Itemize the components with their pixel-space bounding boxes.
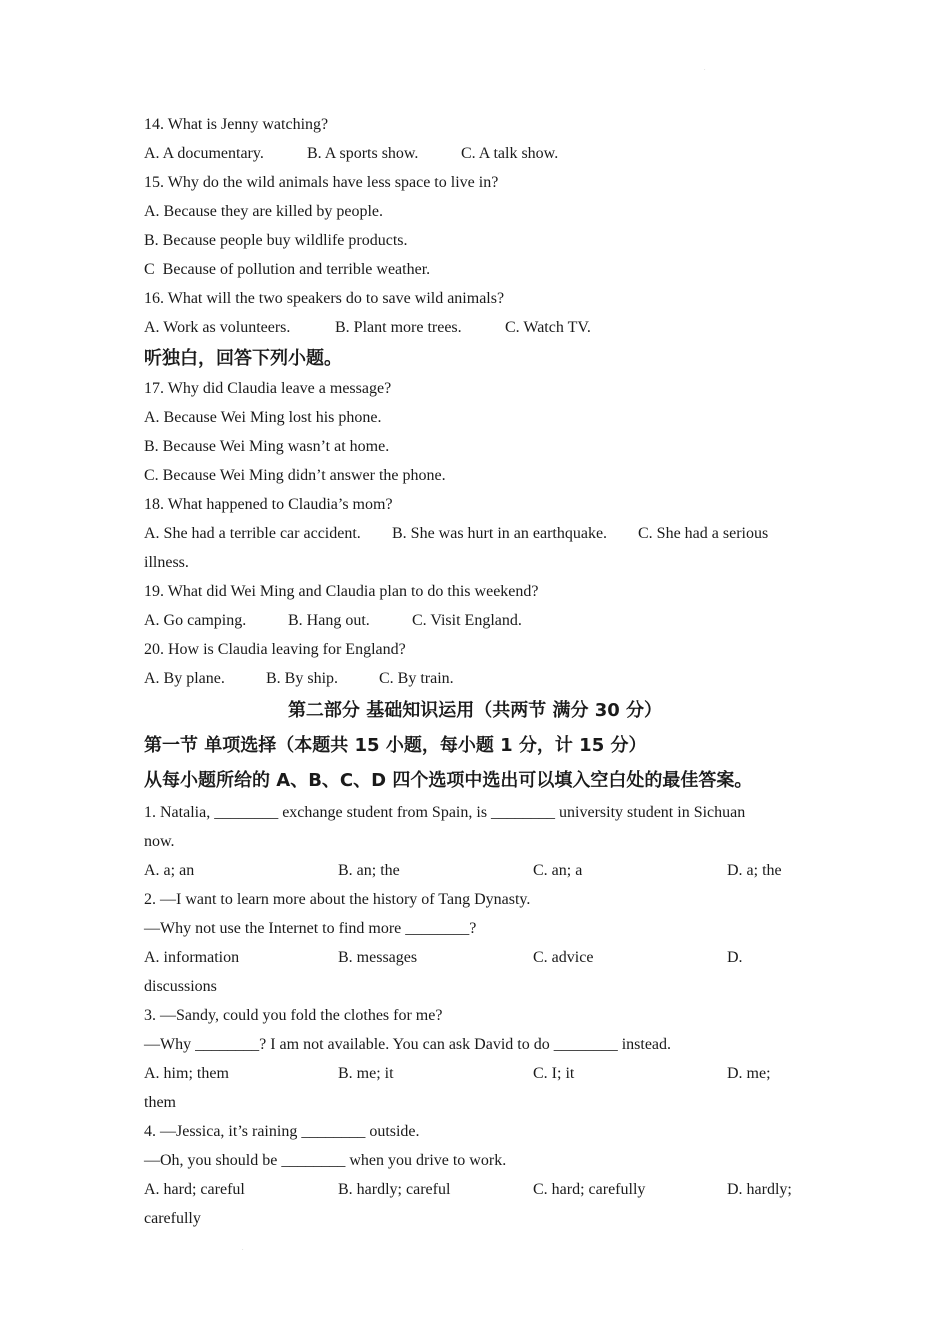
option-19-a: A. Go camping.: [144, 612, 247, 629]
question-14: 14. What is Jenny watching?: [144, 116, 329, 133]
option-17-b: B. Because Wei Ming wasn’t at home.: [144, 438, 390, 455]
question-18: 18. What happened to Claudia’s mom?: [144, 496, 393, 513]
option-19-b: B. Hang out.: [288, 612, 370, 629]
option-15-b: B. Because people buy wildlife products.: [144, 232, 408, 249]
question-17: 17. Why did Claudia leave a message?: [144, 380, 392, 397]
question-16: 16. What will the two speakers do to save wild animals?: [144, 290, 505, 307]
section1-heading: 第一节 单项选择（本题共 15 小题，每小题 1 分，计 15 分）: [144, 735, 647, 756]
grammar-option-1-d: D. a; the: [727, 862, 782, 879]
grammar-question-1: 1. Natalia, ________ exchange student from Spain, is ________ university student in Sichuan: [144, 804, 746, 821]
scan-mark: .: [704, 66, 706, 72]
grammar-option-3-c: C. I; it: [533, 1065, 575, 1082]
grammar-option-2-d: D.: [727, 949, 743, 966]
option-15-a: A. Because they are killed by people.: [144, 203, 384, 220]
grammar-option-3-d: D. me;: [727, 1065, 771, 1082]
grammar-question-2-cont: —Why not use the Internet to find more ________?: [144, 920, 477, 937]
grammar-question-2: 2. —I want to learn more about the history of Tang Dynasty.: [144, 891, 531, 908]
grammar-question-1-cont: now.: [144, 833, 175, 850]
option-14-b: B. A sports show.: [307, 145, 419, 162]
option-20-c: C. By train.: [379, 670, 454, 687]
option-16-b: B. Plant more trees.: [335, 319, 462, 336]
option-20-a: A. By plane.: [144, 670, 225, 687]
grammar-question-4-cont: —Oh, you should be ________ when you drive to work.: [144, 1152, 507, 1169]
grammar-option-1-b: B. an; the: [338, 862, 400, 879]
question-15: 15. Why do the wild animals have less space to live in?: [144, 174, 499, 191]
monologue-heading: 听独白，回答下列小题。: [144, 348, 342, 369]
option-18-b: B. She was hurt in an earthquake.: [392, 525, 608, 542]
grammar-option-1-a: A. a; an: [144, 862, 195, 879]
grammar-option-2-b: B. messages: [338, 949, 418, 966]
option-20-b: B. By ship.: [266, 670, 339, 687]
option-17-c: C. Because Wei Ming didn’t answer the phone.: [144, 467, 446, 484]
scan-mark: .: [242, 1246, 244, 1252]
option-16-a: A. Work as volunteers.: [144, 319, 291, 336]
grammar-option-4-a: A. hard; careful: [144, 1181, 245, 1198]
option-18-a: A. She had a terrible car accident.: [144, 525, 361, 542]
grammar-question-3: 3. —Sandy, could you fold the clothes for me?: [144, 1007, 443, 1024]
grammar-option-4-d-continued: carefully: [144, 1210, 201, 1227]
question-19: 19. What did Wei Ming and Claudia plan to do this weekend?: [144, 583, 539, 600]
grammar-option-3-a: A. him; them: [144, 1065, 229, 1082]
grammar-option-3-b: B. me; it: [338, 1065, 394, 1082]
option-14-a: A. A documentary.: [144, 145, 264, 162]
option-19-c: C. Visit England.: [412, 612, 522, 629]
grammar-option-2-d-continued: discussions: [144, 978, 217, 995]
option-18-c: C. She had a serious: [638, 525, 769, 542]
grammar-option-4-d: D. hardly;: [727, 1181, 792, 1198]
grammar-question-3-cont: —Why ________? I am not available. You can ask David to do ________ instead.: [144, 1036, 672, 1053]
grammar-option-2-a: A. information: [144, 949, 240, 966]
section1-instruction: 从每小题所给的 A、B、C、D 四个选项中选出可以填入空白处的最佳答案。: [144, 770, 753, 791]
option-15-c: C Because of pollution and terrible weather.: [144, 261, 431, 278]
part2-title: 第二部分 基础知识运用（共两节 满分 30 分）: [287, 700, 663, 721]
question-20: 20. How is Claudia leaving for England?: [144, 641, 406, 658]
option-17-a: A. Because Wei Ming lost his phone.: [144, 409, 382, 426]
grammar-option-1-c: C. an; a: [533, 862, 583, 879]
option-14-c: C. A talk show.: [461, 145, 559, 162]
option-18-c-continued: illness.: [144, 554, 189, 571]
grammar-option-3-d-continued: them: [144, 1094, 176, 1111]
grammar-option-4-b: B. hardly; careful: [338, 1181, 451, 1198]
grammar-question-4: 4. —Jessica, it’s raining ________ outside.: [144, 1123, 420, 1140]
grammar-option-2-c: C. advice: [533, 949, 594, 966]
grammar-option-4-c: C. hard; carefully: [533, 1181, 646, 1198]
option-16-c: C. Watch TV.: [505, 319, 591, 336]
